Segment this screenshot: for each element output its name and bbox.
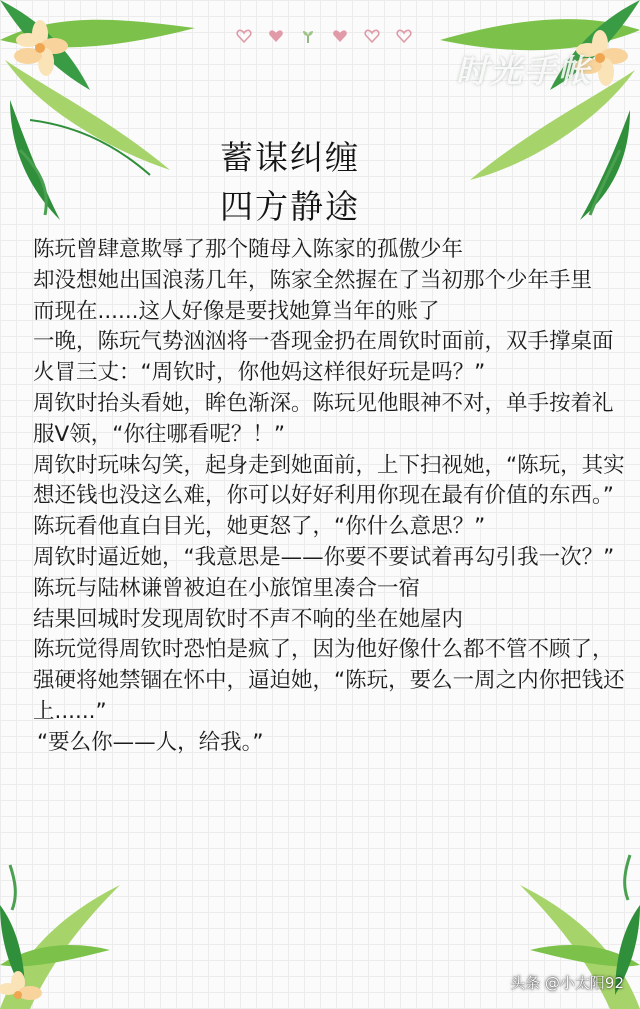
heart-icon [236,28,252,44]
heart-icon [268,28,284,44]
story-paragraph: 一晚，陈玩气势汹汹将一沓现金扔在周钦时面前，双手撑桌面火冒三丈：“周钦时，你他妈这样很好玩是吗？” [33,329,614,386]
story-paragraph: 周钦时抬头看她，眸色渐深。陈玩见他眼神不对，单手按着礼服V领，“你往哪看呢？！” [33,390,614,447]
story-paragraph: 而现在......这人好像是要找她算当年的账了 [33,298,440,324]
story-paragraph: 陈玩觉得周钦时恐怕是疯了，因为他好像什么都不管不顾了，强硬将她禁锢在怀中，逼迫她，“陈玩，要么一周之内你把钱还上......” [33,637,625,724]
heart-icon [396,28,412,44]
story-paragraph: “要么你——人，给我。” [37,729,264,755]
story-paragraph: 结果回城时发现周钦时不声不响的坐在她屋内 [33,606,464,632]
bottom-left-foliage [0,845,150,1009]
author-credit: 头条 @小太阳92 [510,974,624,992]
tropical-leaf-icon [440,0,640,220]
story-paragraph: 陈玩曾肆意欺辱了那个随母入陈家的孤傲少年 [33,237,464,262]
story-paragraph: 陈玩与陆林谦曾被迫在小旅馆里凑合一宿 [33,575,421,601]
story-paragraph: 周钦时玩味勾笑，起身走到她面前，上下扫视她，“陈玩，其实想还钱也没这么难，你可以好好利用你现在最有价值的东西。” [33,452,625,509]
top-right-foliage [430,0,640,225]
story-paragraph: 却没想她出国浪荡几年，陈家全然握在了当初那个少年手里 [33,267,593,293]
heart-icon [332,28,348,44]
tropical-leaf-icon [0,0,195,220]
story-text [33,235,625,759]
top-left-foliage [0,0,210,225]
watermark: 时光手帐 [456,52,593,90]
story-paragraph: 周钦时逼近她，“我意思是——你要不要试着再勾引我一次？” [33,544,615,570]
page-title: 蓄谋纠缠 [220,138,360,177]
heart-ornament-row [236,26,412,46]
heart-icon [364,28,380,44]
story-paragraph: 陈玩看他直白目光，她更怒了，“你什么意思？” [33,514,486,540]
sprout-icon [300,28,316,44]
page-subtitle: 四方静途 [220,187,360,226]
